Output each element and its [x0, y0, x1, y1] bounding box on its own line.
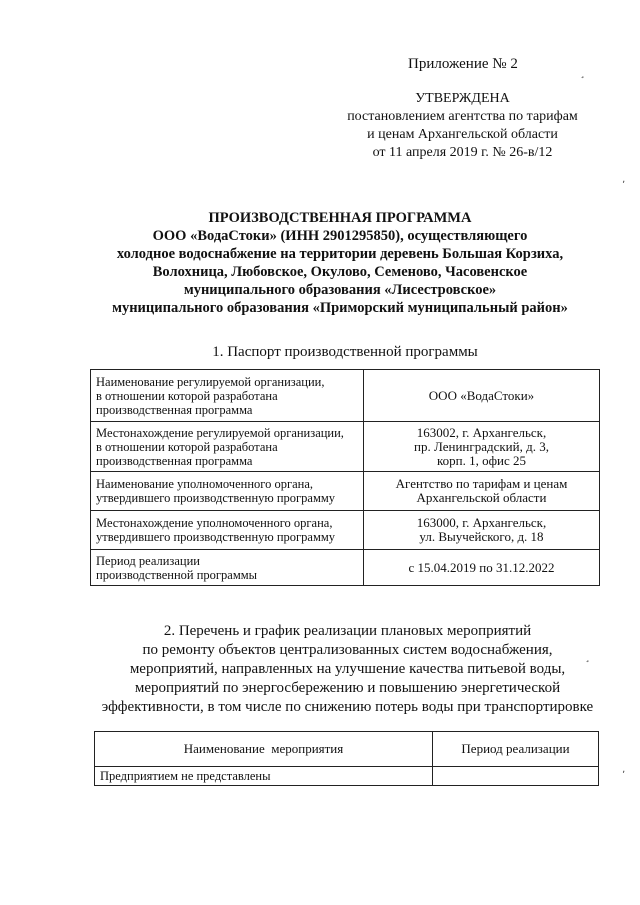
- table-cell-value: с 15.04.2019 по 31.12.2022: [364, 550, 600, 586]
- scan-mark: ¸: [580, 68, 585, 79]
- section-2-heading: [85, 622, 610, 717]
- table-row: [91, 472, 600, 511]
- table-row: [91, 422, 600, 472]
- section-2-heading-line: по ремонту объектов централизованных систем водоснабжения,: [142, 642, 553, 658]
- table-cell-label: Наименование регулируемой организации, в отношении которой разработана производственная программа: [91, 370, 364, 422]
- program-title-line: муниципального образования «Приморский муниципальный район»: [112, 300, 568, 316]
- appendix-label: Приложение № 2: [408, 56, 518, 72]
- scan-mark: ¸: [585, 652, 590, 663]
- table-header-row: [95, 732, 599, 767]
- section-2-heading-line: 2. Перечень и график реализации плановых мероприятий: [163, 623, 532, 639]
- program-title: [60, 209, 620, 317]
- table-row: [91, 370, 600, 422]
- table-row: [91, 550, 600, 586]
- table-cell-label: Местонахождение регулируемой организации, в отношении которой разработана производственная программа: [91, 422, 364, 472]
- table-row: [95, 767, 599, 786]
- program-title-line: Волохница, Любовское, Окулово, Семеново, Часовенское: [152, 264, 528, 280]
- approval-title: УТВЕРЖДЕНА: [415, 91, 510, 106]
- section-2-heading-line: эффективности, в том числе по снижению потерь воды при транспортировке: [101, 699, 594, 715]
- approval-line: постановлением агентства по тарифам: [347, 109, 578, 124]
- table-cell-label: Период реализации производственной программы: [91, 550, 364, 586]
- program-title-line: муниципального образования «Лисестровское»: [183, 282, 497, 298]
- table-cell-value: ООО «ВодаСтоки»: [364, 370, 600, 422]
- program-title-line: ООО «ВодаСтоки» (ИНН 2901295850), осуществляющего: [152, 228, 528, 244]
- approval-line: от 11 апреля 2019 г. № 26-в/12: [372, 145, 553, 160]
- table-cell-value: Агентство по тарифам и ценам Архангельской области: [364, 472, 600, 511]
- program-title-line: ПРОИЗВОДСТВЕННАЯ ПРОГРАММА: [208, 210, 472, 226]
- column-header: Период реализации: [433, 732, 599, 767]
- table-cell-label: Наименование уполномоченного органа, утвердившего производственную программу: [91, 472, 364, 511]
- table-cell-value: 163000, г. Архангельск, ул. Выучейского, д. 18: [364, 511, 600, 550]
- table-cell-label: Местонахождение уполномоченного органа, утвердившего производственную программу: [91, 511, 364, 550]
- table-cell: [433, 767, 599, 786]
- approval-line: и ценам Архангельской области: [367, 127, 558, 142]
- column-header: Наименование мероприятия: [95, 732, 433, 767]
- section-1-heading: 1. Паспорт производственной программы: [212, 344, 478, 360]
- measures-table: [94, 731, 599, 786]
- program-title-line: холодное водоснабжение на территории деревень Большая Корзиха,: [116, 246, 564, 262]
- section-2-heading-line: мероприятий, направленных на улучшение качества питьевой воды,: [129, 661, 566, 677]
- table-cell-value: 163002, г. Архангельск, пр. Ленинградский, д. 3, корп. 1, офис 25: [364, 422, 600, 472]
- table-cell: Предприятием не представлены: [95, 767, 433, 786]
- table-row: [91, 511, 600, 550]
- passport-table: [90, 369, 600, 586]
- scan-mark: ʼ: [622, 770, 626, 781]
- scan-mark: ʼ: [622, 180, 626, 191]
- section-2-heading-line: мероприятий по энергосбережению и повышению энергетической: [134, 680, 561, 696]
